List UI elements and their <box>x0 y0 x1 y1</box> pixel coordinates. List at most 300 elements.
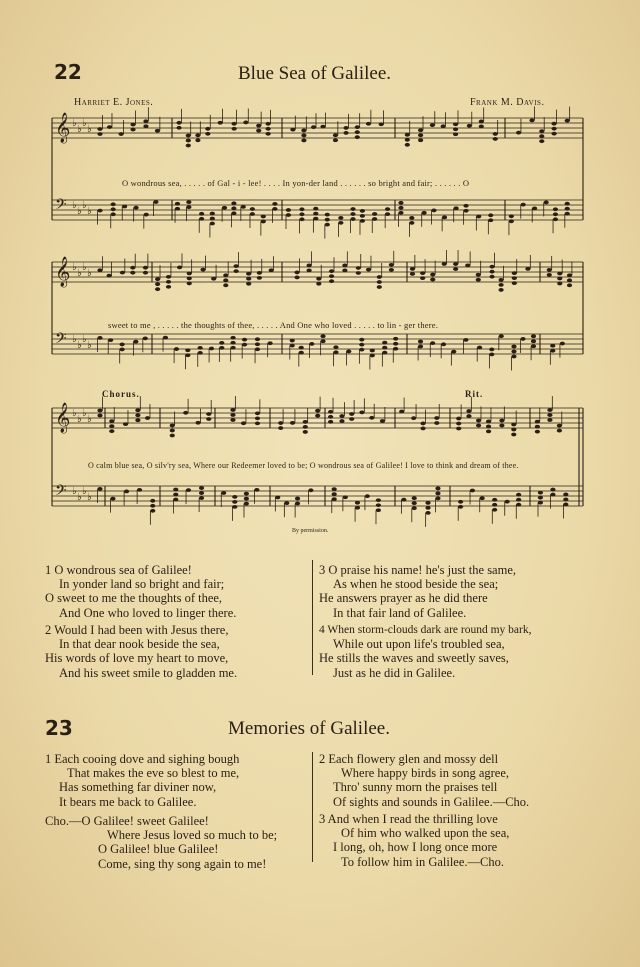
note-head <box>243 121 248 125</box>
note-head <box>476 419 481 423</box>
note-head <box>278 421 283 425</box>
note-head <box>299 351 304 355</box>
note-head <box>463 338 468 342</box>
note-head <box>313 207 318 211</box>
note-head <box>442 262 447 266</box>
note-head <box>550 349 555 353</box>
note-head <box>393 342 398 346</box>
note-head <box>389 263 394 267</box>
note-head <box>143 124 148 128</box>
note-head <box>435 496 440 500</box>
flat-sign-icon: ♭ <box>77 206 82 217</box>
note-head <box>261 220 266 224</box>
note-head <box>320 125 325 129</box>
note-head <box>398 201 403 205</box>
note-head <box>195 138 200 142</box>
note-head <box>442 215 447 219</box>
rit-label: Rit. <box>465 389 484 399</box>
note-head <box>206 412 211 416</box>
note-head <box>380 419 385 423</box>
note-head <box>499 334 504 338</box>
note-head <box>210 212 215 216</box>
note-head <box>97 209 102 213</box>
note-head <box>325 218 330 222</box>
h23-v3-line-4: To follow him in Galilee.—Cho. <box>341 854 504 869</box>
note-head <box>186 488 191 492</box>
treble-clef-icon: 𝄞 <box>55 113 71 143</box>
note-head <box>538 491 543 495</box>
note-head <box>199 496 204 500</box>
note-head <box>499 419 504 423</box>
note-head <box>458 500 463 504</box>
note-head <box>329 279 334 283</box>
note-head <box>303 425 308 429</box>
note-head <box>489 353 494 357</box>
note-head <box>544 201 549 205</box>
note-head <box>465 264 470 268</box>
note-head <box>405 143 410 147</box>
note-head <box>393 347 398 351</box>
note-head <box>109 429 114 433</box>
note-head <box>356 266 361 270</box>
note-head <box>505 500 510 504</box>
flat-sign-icon: ♭ <box>82 200 87 211</box>
note-head <box>509 214 514 218</box>
note-head <box>350 217 355 221</box>
hymn-23-title: Memories of Galilee. <box>228 718 390 739</box>
note-head <box>435 491 440 495</box>
note-head <box>187 277 192 281</box>
verse-1-line-2: In yonder land so bright and fair; <box>59 577 225 592</box>
h23-cho-line-4: Come, sing thy song again to me! <box>98 856 267 871</box>
note-head <box>199 212 204 216</box>
note-head <box>516 498 521 502</box>
note-head <box>339 414 344 418</box>
note-head <box>294 271 299 275</box>
h23-v3-line-3: I long, oh, how I long once more <box>333 840 498 855</box>
note-head <box>557 282 562 286</box>
note-head <box>108 338 113 342</box>
note-head <box>122 205 127 209</box>
note-head <box>511 350 516 354</box>
flat-sign-icon: ♭ <box>87 340 92 351</box>
note-head <box>516 131 521 135</box>
note-head <box>299 346 304 350</box>
note-head <box>309 342 314 346</box>
note-head <box>155 282 160 286</box>
note-head <box>110 497 115 501</box>
note-head <box>295 502 300 506</box>
note-head <box>303 420 308 424</box>
note-head <box>486 430 491 434</box>
note-head <box>422 211 427 215</box>
h23-cho-line-3: O Galilee! blue Galilee! <box>98 842 219 857</box>
note-head <box>187 282 192 286</box>
note-head <box>150 509 155 513</box>
note-head <box>372 217 377 221</box>
note-head <box>492 503 497 507</box>
note-head <box>553 217 558 221</box>
note-head <box>418 133 423 137</box>
note-head <box>185 348 190 352</box>
note-head <box>550 493 555 497</box>
verse-3-line-2: As when he stood beside the sea; <box>333 577 499 592</box>
verse-2-line-4: And his sweet smile to gladden me. <box>59 665 238 680</box>
note-head <box>166 275 171 279</box>
note-head <box>135 418 140 422</box>
note-head <box>539 129 544 133</box>
treble-clef-icon: 𝄞 <box>55 403 71 433</box>
flat-sign-icon: ♭ <box>72 118 77 129</box>
note-head <box>565 207 570 211</box>
note-head <box>441 124 446 128</box>
note-head <box>219 341 224 345</box>
note-head <box>547 413 552 417</box>
note-head <box>405 133 410 137</box>
flat-sign-icon: ♭ <box>72 408 77 419</box>
note-head <box>565 202 570 206</box>
note-head <box>557 272 562 276</box>
note-head <box>219 346 224 350</box>
h23-cho-line-1: Cho.—O Galilee! sweet Galilee! <box>45 814 209 828</box>
note-head <box>316 282 321 286</box>
note-head <box>366 268 371 272</box>
note-head <box>124 489 129 493</box>
note-head <box>137 488 142 492</box>
note-head <box>230 413 235 417</box>
note-head <box>97 414 102 418</box>
note-head <box>234 264 239 268</box>
note-head <box>328 420 333 424</box>
note-head <box>511 433 516 437</box>
note-head <box>177 265 182 269</box>
note-head <box>120 343 125 347</box>
note-head <box>393 337 398 341</box>
note-head <box>244 502 249 506</box>
note-head <box>153 200 158 204</box>
verse-4-line-3: He stills the waves and sweetly saves, <box>319 651 509 666</box>
note-head <box>144 213 149 217</box>
note-head <box>200 268 205 272</box>
note-head <box>333 345 338 349</box>
note-head <box>97 409 102 413</box>
note-head <box>453 132 458 136</box>
note-head <box>339 419 344 423</box>
note-head <box>231 201 236 205</box>
note-head <box>434 421 439 425</box>
note-head <box>509 219 514 223</box>
verse-4-line-2: While out upon life's troubled sea, <box>333 637 505 652</box>
note-head <box>173 488 178 492</box>
note-head <box>412 501 417 505</box>
note-head <box>332 487 337 491</box>
note-head <box>425 511 430 515</box>
note-head <box>567 283 572 287</box>
flat-sign-icon: ♭ <box>72 262 77 273</box>
note-head <box>246 277 251 281</box>
note-head <box>350 207 355 211</box>
lyricist-credit: Harriet E. Jones. <box>74 97 154 108</box>
note-head <box>230 408 235 412</box>
note-head <box>547 268 552 272</box>
note-head <box>567 273 572 277</box>
note-head <box>456 427 461 431</box>
note-head <box>409 216 414 220</box>
note-head <box>120 271 125 275</box>
note-head <box>173 498 178 502</box>
note-head <box>185 353 190 357</box>
note-head <box>246 272 251 276</box>
verse-1-line-4: And One who loved to linger there. <box>59 605 237 620</box>
note-head <box>342 268 347 272</box>
note-head <box>143 266 148 270</box>
note-head <box>547 273 552 277</box>
note-head <box>492 498 497 502</box>
note-head <box>418 138 423 142</box>
h23-v2-line-4: Of sights and sounds in Galilee.—Cho. <box>333 794 530 809</box>
verse-4 <box>319 623 531 680</box>
note-head <box>512 271 517 275</box>
verse-3-line-1: 3 O praise his name! he's just the same, <box>319 563 516 577</box>
note-head <box>511 428 516 432</box>
column-divider-2 <box>312 752 313 862</box>
note-head <box>111 207 116 211</box>
note-head <box>230 418 235 422</box>
note-head <box>547 418 552 422</box>
note-head <box>355 125 360 129</box>
note-head <box>150 504 155 508</box>
note-head <box>254 488 259 492</box>
note-head <box>206 417 211 421</box>
note-head <box>560 342 565 346</box>
note-head <box>195 421 200 425</box>
note-head <box>532 207 537 211</box>
note-head <box>199 217 204 221</box>
note-head <box>329 269 334 273</box>
note-head <box>272 202 277 206</box>
note-head <box>476 278 481 282</box>
note-head <box>565 212 570 216</box>
note-head <box>372 212 377 216</box>
note-head <box>230 336 235 340</box>
note-head <box>493 137 498 141</box>
note-head <box>365 494 370 498</box>
note-head <box>143 271 148 275</box>
note-head <box>430 123 435 127</box>
note-head <box>486 425 491 429</box>
note-head <box>512 276 517 280</box>
note-head <box>355 506 360 510</box>
note-head <box>332 497 337 501</box>
note-head <box>222 206 227 210</box>
note-head <box>498 288 503 292</box>
note-head <box>97 127 102 131</box>
note-head <box>170 434 175 438</box>
note-head <box>525 267 530 271</box>
note-head <box>307 268 312 272</box>
h23-v1-line-3: Has something far diviner now, <box>59 780 217 795</box>
note-head <box>498 283 503 287</box>
note-head <box>301 134 306 138</box>
note-head <box>539 134 544 138</box>
note-head <box>250 207 255 211</box>
note-head <box>174 347 179 351</box>
note-head <box>308 488 313 492</box>
flat-sign-icon: ♭ <box>77 492 82 503</box>
note-head <box>176 126 181 130</box>
note-head <box>242 338 247 342</box>
note-head <box>343 495 348 499</box>
note-head <box>183 411 188 415</box>
flat-sign-icon: ♭ <box>77 340 82 351</box>
note-head <box>454 206 459 210</box>
note-head <box>246 282 251 286</box>
note-head <box>411 416 416 420</box>
note-head <box>198 346 203 350</box>
note-head <box>360 214 365 218</box>
note-head <box>187 272 192 276</box>
note-head <box>359 338 364 342</box>
h23-v1-line-1: 1 Each cooing dove and sighing bough <box>45 752 240 766</box>
note-head <box>130 128 135 132</box>
note-head <box>551 132 556 136</box>
note-head <box>538 496 543 500</box>
note-head <box>420 276 425 280</box>
lyrics-chorus: O calm blue sea, O silv'ry sea, Where our Redeemer loved to be; O wondrous sea of Galilee! I love to think and dream of thee. <box>88 461 519 470</box>
note-head <box>199 491 204 495</box>
note-head <box>221 491 226 495</box>
note-head <box>350 212 355 216</box>
flat-sign-icon: ♭ <box>87 414 92 425</box>
note-head <box>223 278 228 282</box>
note-head <box>332 492 337 496</box>
note-head <box>211 277 216 281</box>
flat-sign-icon: ♭ <box>77 414 82 425</box>
note-head <box>272 207 277 211</box>
note-head <box>186 134 191 138</box>
note-head <box>470 489 475 493</box>
note-head <box>401 498 406 502</box>
note-head <box>529 118 534 122</box>
note-head <box>299 217 304 221</box>
note-head <box>255 411 260 415</box>
note-head <box>143 119 148 123</box>
note-head <box>535 425 540 429</box>
note-head <box>130 266 135 270</box>
note-head <box>199 486 204 490</box>
note-head <box>492 508 497 512</box>
note-head <box>430 278 435 282</box>
note-head <box>531 344 536 348</box>
note-head <box>511 345 516 349</box>
note-head <box>266 132 271 136</box>
note-head <box>550 488 555 492</box>
note-head <box>230 341 235 345</box>
note-head <box>466 409 471 413</box>
note-head <box>266 127 271 131</box>
note-head <box>498 278 503 282</box>
note-head <box>299 207 304 211</box>
note-head <box>431 209 436 213</box>
note-head <box>557 277 562 281</box>
bass-clef-icon: 𝄢 <box>55 482 67 503</box>
note-head <box>488 213 493 217</box>
note-head <box>377 285 382 289</box>
note-head <box>385 207 390 211</box>
lyrics-line-1: O wondrous sea, . . . . . of Gal - i - lee! . . . . In yon-der land . . . . . . so bright and fair; . . . . . . O <box>122 178 470 188</box>
treble-clef-icon: 𝄞 <box>55 257 71 287</box>
lyrics-line-2: sweet to me , . . . . . the thoughts of thee, . . . . . And One who loved . . . . . to lin - ger there. <box>108 320 439 330</box>
note-head <box>516 503 521 507</box>
note-head <box>376 498 381 502</box>
verse-2-line-1: 2 Would I had been with Jesus there, <box>45 623 229 637</box>
note-head <box>499 424 504 428</box>
note-head <box>453 267 458 271</box>
note-head <box>489 348 494 352</box>
note-head <box>557 424 562 428</box>
note-head <box>320 334 325 338</box>
h23-v2-line-2: Where happy birds in song agree, <box>341 766 509 781</box>
flat-sign-icon: ♭ <box>72 200 77 211</box>
h23-v3-line-2: Of him who walked upon the sea, <box>341 826 510 841</box>
note-head <box>418 345 423 349</box>
note-head <box>278 426 283 430</box>
note-head <box>360 209 365 213</box>
note-head <box>410 272 415 276</box>
note-head <box>255 342 260 346</box>
verse-2 <box>45 623 237 680</box>
note-head <box>241 421 246 425</box>
note-head <box>349 417 354 421</box>
hymn-23-number: 23 <box>45 716 73 740</box>
note-head <box>294 276 299 280</box>
note-head <box>360 219 365 223</box>
note-head <box>370 354 375 358</box>
verse-3 <box>319 563 516 620</box>
note-head <box>489 275 494 279</box>
note-head <box>338 221 343 225</box>
note-head <box>186 139 191 143</box>
hymn-23-verse-2 <box>319 752 529 809</box>
h23-cho-line-2: Where Jesus loved so much to be; <box>107 828 278 843</box>
verse-1-line-1: 1 O wondrous sea of Galilee! <box>45 563 192 577</box>
note-head <box>123 422 128 426</box>
note-head <box>369 416 374 420</box>
note-head <box>261 215 266 219</box>
note-head <box>175 207 180 211</box>
note-head <box>328 410 333 414</box>
flat-sign-icon: ♭ <box>82 408 87 419</box>
note-head <box>295 497 300 501</box>
note-head <box>553 212 558 216</box>
note-head <box>398 211 403 215</box>
note-head <box>290 128 295 132</box>
note-head <box>241 205 246 209</box>
note-head <box>547 408 552 412</box>
note-head <box>231 211 236 215</box>
note-head <box>256 129 261 133</box>
note-head <box>267 341 272 345</box>
note-head <box>284 501 289 505</box>
note-head <box>311 125 316 129</box>
h23-v1-line-2: That makes the eve so blest to me, <box>67 766 240 781</box>
note-head <box>166 280 171 284</box>
note-head <box>286 213 291 217</box>
note-head <box>486 420 491 424</box>
note-head <box>333 350 338 354</box>
note-head <box>315 414 320 418</box>
note-head <box>299 212 304 216</box>
